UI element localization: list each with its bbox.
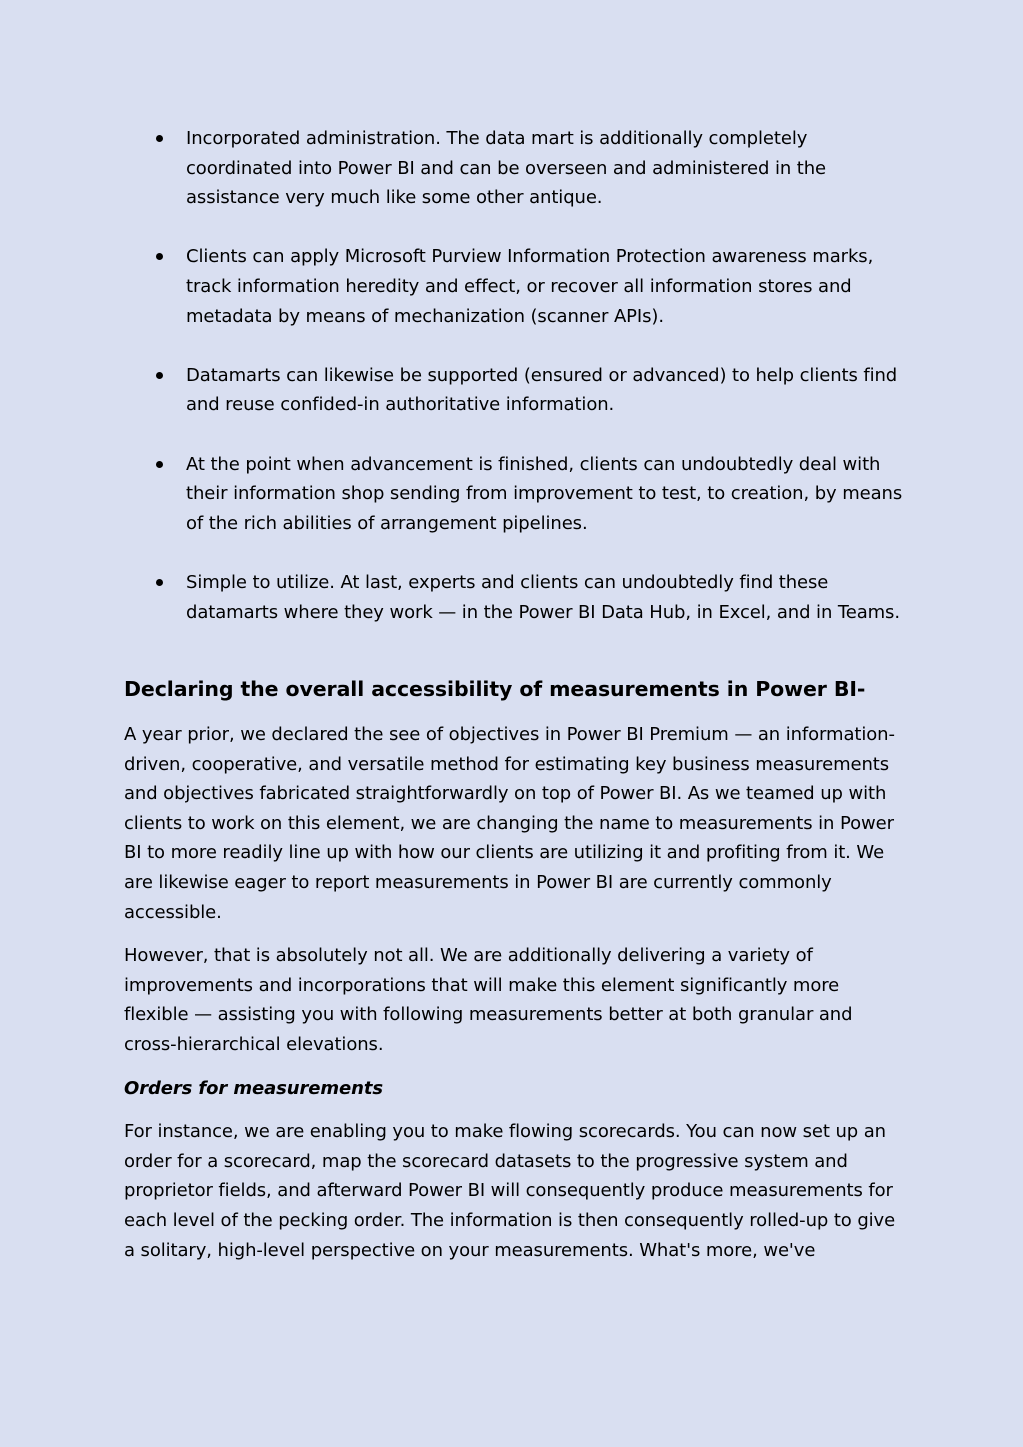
body-paragraph: For instance, we are enabling you to make flowing scorecards. You can now set up an order for a scorecard, map the scorecard datasets to the progressive system and proprietor fields, and afterward Power BI will consequently produce measurements for each level of the pecking order. The information is then consequently rolled-up to give a solitary, high-level perspective on your measurements. What's more, we've <box>124 1121 896 1261</box>
bullet-text: At the point when advancement is finished, clients can undoubtedly deal with their information shop sending from improvement to test, to creation, by means of the rich abilities of arrangement pipelines. <box>186 453 903 534</box>
bullet-text: Simple to utilize. At last, experts and clients can undoubtedly find these datamarts where they work — in the Power BI Data Hub, in Excel, and in Teams. <box>186 571 900 623</box>
bullet-item <box>124 450 904 539</box>
bullet-dot-icon <box>156 579 163 586</box>
subsection-heading: Orders for measurements <box>124 1077 383 1099</box>
bullet-item <box>124 361 904 420</box>
bullet-text: Datamarts can likewise be supported (ensured or advanced) to help clients find and reuse confided-in authoritative information. <box>186 364 898 416</box>
page-content <box>124 124 904 1265</box>
body-paragraph: However, that is absolutely not all. We are additionally delivering a variety of improvements and incorporations that will make this element significantly more flexible — assisting you with following measurements better at both granular and cross-hierarchical elevations. <box>124 945 853 1056</box>
bullet-list <box>124 124 904 627</box>
bullet-dot-icon <box>156 135 163 142</box>
bullet-dot-icon <box>156 461 163 468</box>
section-heading: Declaring the overall accessibility of measurements in Power BI- <box>124 677 866 702</box>
bullet-item <box>124 124 904 213</box>
bullet-dot-icon <box>156 253 163 260</box>
bullet-dot-icon <box>156 372 163 379</box>
bullet-item <box>124 568 904 627</box>
bullet-text: Clients can apply Microsoft Purview Information Protection awareness marks, track information heredity and effect, or recover all information stores and metadata by means of mechanization (scanner APIs). <box>186 246 874 327</box>
bullet-text: Incorporated administration. The data mart is additionally completely coordinated into Power BI and can be overseen and administered in the assistance very much like some other antique. <box>186 128 827 209</box>
bullet-item <box>124 242 904 331</box>
body-paragraph: A year prior, we declared the see of objectives in Power BI Premium — an information-driven, cooperative, and versatile method for estimating key business measurements and objectives fabricated straightforwardly on top of Power BI. As we teamed up with clients to work on this element, we are changing the name to measurements in Power BI to more readily line up with how our clients are utilizing it and profiting from it. We are likewise eager to report measurements in Power BI are currently commonly accessible. <box>124 724 895 923</box>
